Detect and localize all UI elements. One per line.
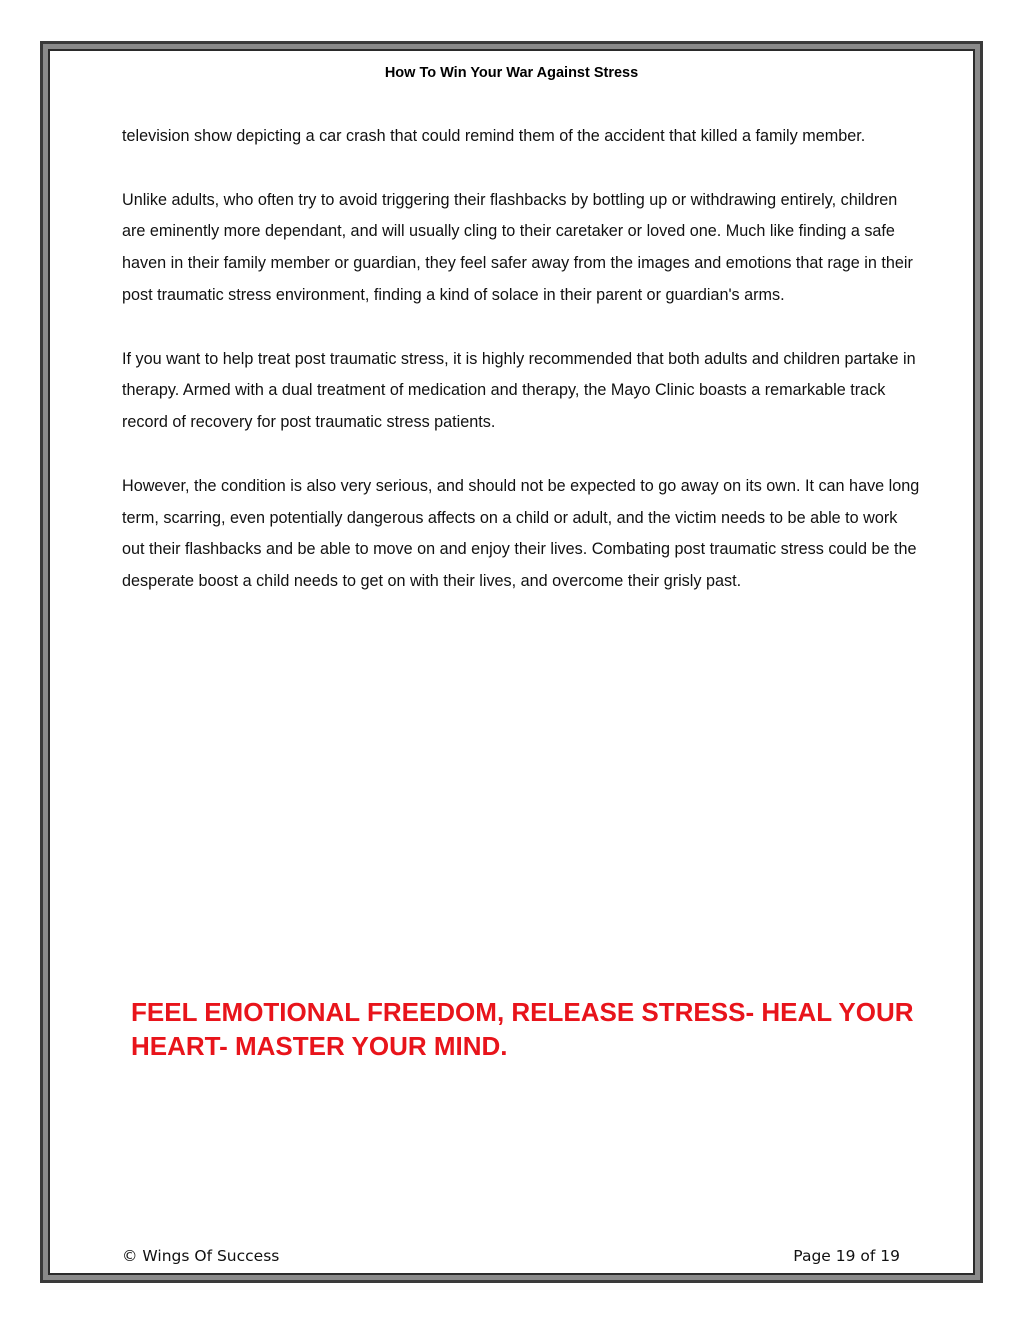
paragraph: If you want to help treat post traumatic stress, it is highly recommended that both adults and children partake in therapy. Armed with a dual treatment of medication and therapy, the Mayo Clinic boasts a remarkable track record of recovery for post traumatic stress patients. — [122, 349, 916, 432]
footer-copyright: © Wings Of Success — [122, 1247, 280, 1265]
footer-page-number: Page 19 of 19 — [793, 1247, 900, 1265]
page-header-title: How To Win Your War Against Stress — [384, 65, 639, 81]
promo-headline: FEEL EMOTIONAL FREEDOM, RELEASE STRESS- HEAL YOUR HEART- MASTER YOUR MIND. — [131, 997, 914, 1061]
paragraph: television show depicting a car crash that could remind them of the accident that killed a family member. — [122, 127, 866, 145]
body-text — [122, 121, 922, 630]
page-border-outer — [40, 41, 983, 1283]
paragraph: However, the condition is also very serious, and should not be expected to go away on its own. It can have long term, scarring, even potentially dangerous affects on a child or adult, and the victim needs to be able to work out their flashbacks and be able to move on and enjoy their lives. Combating post traumatic stress could be the desperate boost a child needs to get on with their lives, and overcome their grisly past. — [122, 476, 920, 591]
page-content-area — [48, 49, 975, 1275]
paragraph: Unlike adults, who often try to avoid triggering their flashbacks by bottling up or withdrawing entirely, children are eminently more dependant, and will usually cling to their caretaker or loved one. Much like finding a safe haven in their family member or guardian, they feel safer away from the images and emotions that rage in their post traumatic stress environment, finding a kind of solace in their parent or guardian's arms. — [122, 190, 913, 304]
